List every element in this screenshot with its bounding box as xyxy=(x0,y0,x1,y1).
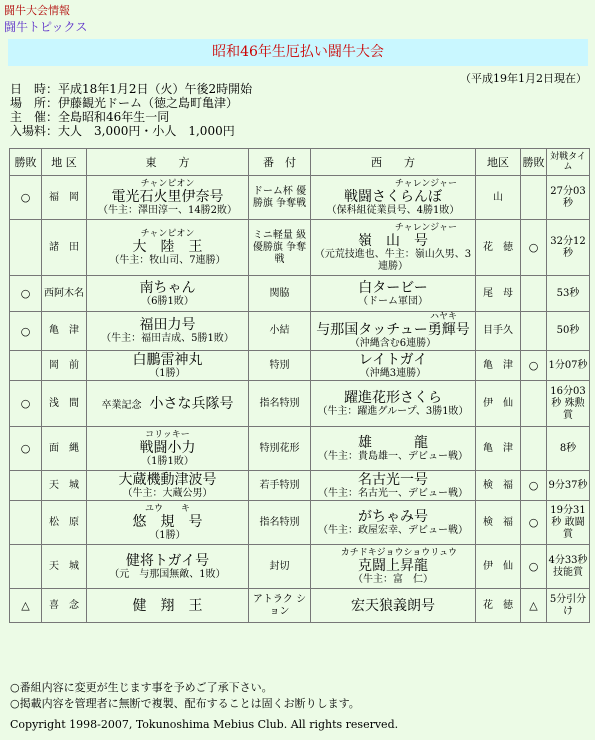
west-owner: （牛主：名古光一、デビュー戦） xyxy=(318,487,468,499)
area-east-cell xyxy=(42,176,87,220)
time-cell xyxy=(547,501,590,545)
area-east: 面 縄 xyxy=(49,442,79,454)
east-bull-name: 戦闘小力 xyxy=(139,439,196,456)
win-east: ○ xyxy=(20,287,31,300)
west-bull-name: 白タービー xyxy=(358,279,428,296)
bout-rank: 特別花形 xyxy=(259,442,300,454)
west-owner: （牛主：政屋宏幸、デビュー戦） xyxy=(318,524,468,536)
west-reading: チャレンジャー xyxy=(394,178,457,189)
bout-rank: 特別 xyxy=(269,359,290,371)
win-east-cell xyxy=(10,545,42,589)
win-west-cell xyxy=(521,545,547,589)
time-cell xyxy=(547,589,590,623)
area-east: 天 城 xyxy=(49,479,79,491)
as-of-date: （平成19年1月2日現在） xyxy=(460,72,587,85)
area-east-cell xyxy=(42,220,87,276)
area-east-cell xyxy=(42,501,87,545)
west-cell xyxy=(311,176,476,220)
bout-rank: 関脇 xyxy=(269,287,290,299)
area-east: 西阿木名 xyxy=(44,287,84,299)
bout-rank: ミニ軽量 級 優勝旗 争奪戦 xyxy=(252,229,307,265)
east-cell xyxy=(87,381,249,427)
event-venue: 場 所：伊藤観光ドーム（徳之島町亀津） xyxy=(10,96,239,110)
bout-table xyxy=(9,148,590,623)
time-cell xyxy=(547,312,590,351)
west-owner: （沖縄3連勝） xyxy=(359,367,427,379)
header-area-west: 地区 xyxy=(476,149,521,176)
win-west-cell xyxy=(521,220,547,276)
area-west: 亀 津 xyxy=(483,359,513,371)
west-reading: カチドキジョウショウリュウ xyxy=(340,547,457,558)
bout-cell xyxy=(249,501,311,545)
header-win-west: 勝敗 xyxy=(521,149,547,176)
west-owner: （沖縄含む6連勝） xyxy=(349,338,437,349)
win-west-cell xyxy=(521,427,547,471)
east-cell xyxy=(87,545,249,589)
win-west-cell xyxy=(521,312,547,351)
win-west: ○ xyxy=(528,479,539,492)
west-bull-name: 名古光一号 xyxy=(358,471,428,488)
win-west: △ xyxy=(529,599,538,612)
time-cell xyxy=(547,276,590,312)
west-cell xyxy=(311,471,476,501)
east-owner: （牛主：大蔵公男） xyxy=(122,487,213,499)
east-bull-name: 福田力号 xyxy=(139,317,196,333)
area-east-cell xyxy=(42,351,87,381)
west-owner: （牛主：貴島雄一、デビュー戦） xyxy=(318,450,468,462)
win-east-cell xyxy=(10,501,42,545)
area-east-cell xyxy=(42,276,87,312)
win-west: ○ xyxy=(528,516,539,529)
west-bull-name: 克闘上昇龍 xyxy=(358,557,428,574)
area-west-cell xyxy=(476,176,521,220)
table-row xyxy=(10,351,590,381)
bout-cell xyxy=(249,427,311,471)
win-east: ○ xyxy=(20,397,31,410)
east-bull-name: 大 陸 王 xyxy=(132,238,203,255)
area-west-cell xyxy=(476,589,521,623)
area-east-cell xyxy=(42,312,87,351)
bout-rank: 小結 xyxy=(269,325,290,336)
east-bull-name: 健将トガイ号 xyxy=(125,552,210,569)
west-bull-name: 戦闘さくらんぼ xyxy=(344,188,442,205)
time-cell xyxy=(547,176,590,220)
area-east: 喜 念 xyxy=(49,599,79,611)
west-bull-name: 嶺 山 号 xyxy=(358,232,428,249)
area-west-cell xyxy=(476,351,521,381)
east-cell xyxy=(87,427,249,471)
area-west: 検 福 xyxy=(483,479,513,491)
table-row xyxy=(10,381,590,427)
east-reading: コリッキー xyxy=(145,429,190,440)
time-cell xyxy=(547,471,590,501)
time-cell xyxy=(547,545,590,589)
east-name-line xyxy=(87,396,248,412)
win-west-cell xyxy=(521,176,547,220)
area-west-cell xyxy=(476,545,521,589)
east-cell xyxy=(87,589,249,623)
area-west-cell xyxy=(476,471,521,501)
area-east-cell xyxy=(42,381,87,427)
area-west: 花 徳 xyxy=(483,241,513,253)
win-east-cell xyxy=(10,276,42,312)
west-bull-name: 宏天狼義朗号 xyxy=(351,597,435,614)
bout-cell xyxy=(249,176,311,220)
area-west: 尾 母 xyxy=(483,287,513,299)
west-bull-name: レイトガイ xyxy=(358,351,428,368)
time-cell xyxy=(547,220,590,276)
west-cell xyxy=(311,381,476,427)
win-east-cell xyxy=(10,381,42,427)
bout-time: 16分03秒 殊勲賞 xyxy=(550,385,586,421)
win-west-cell xyxy=(521,501,547,545)
header-bout: 番 付 xyxy=(249,149,311,176)
east-cell xyxy=(87,276,249,312)
east-bull-name: 電光石火里伊奈号 xyxy=(111,188,224,205)
bout-cell xyxy=(249,276,311,312)
area-east-cell xyxy=(42,589,87,623)
west-reading: チャレンジャー xyxy=(394,222,457,233)
area-east: 岡 前 xyxy=(49,359,79,371)
west-owner: （牛主：富 仁） xyxy=(353,573,433,585)
area-east-cell xyxy=(42,545,87,589)
table-header-row xyxy=(10,149,590,176)
bout-time: 4分33秒 技能賞 xyxy=(548,554,588,578)
nav-link-tournament-info[interactable]: 闘牛大会情報 xyxy=(4,4,70,17)
west-cell xyxy=(311,589,476,623)
bout-time: 9分37秒 xyxy=(548,479,588,491)
west-cell xyxy=(311,312,476,351)
area-east: 浅 間 xyxy=(49,397,79,409)
win-west-cell xyxy=(521,351,547,381)
win-west: ○ xyxy=(528,359,539,372)
time-cell xyxy=(547,351,590,381)
win-east-cell xyxy=(10,471,42,501)
time-cell xyxy=(547,381,590,427)
west-cell xyxy=(311,351,476,381)
west-owner: （保科組従業員号、4勝1敗） xyxy=(326,204,460,216)
west-cell xyxy=(311,501,476,545)
table-row xyxy=(10,220,590,276)
event-fee: 入場料：大人 3,000円・小人 1,000円 xyxy=(10,124,235,138)
time-cell xyxy=(547,427,590,471)
bout-cell xyxy=(249,545,311,589)
west-owner: （ドーム軍団） xyxy=(358,295,428,307)
area-west-cell xyxy=(476,276,521,312)
bout-cell xyxy=(249,471,311,501)
west-owner: （牛主：躍進グループ、3勝1敗） xyxy=(317,405,469,417)
table-row xyxy=(10,276,590,312)
table-row xyxy=(10,501,590,545)
area-west: 亀 津 xyxy=(483,442,513,454)
event-date: 日 時：平成18年1月2日（火）午後2時開始 xyxy=(10,82,253,96)
east-owner: （1勝1敗） xyxy=(141,455,194,467)
east-cell xyxy=(87,220,249,276)
bout-time: 32分12秒 xyxy=(550,235,586,259)
bout-cell xyxy=(249,351,311,381)
west-bull-name: 与那国タッチュー勇輝号 xyxy=(316,322,470,338)
east-cell xyxy=(87,501,249,545)
area-west: 山 xyxy=(493,191,503,203)
area-east: 松 原 xyxy=(49,516,79,528)
bout-cell xyxy=(249,381,311,427)
area-west-cell xyxy=(476,501,521,545)
table-row xyxy=(10,427,590,471)
table-row xyxy=(10,589,590,623)
area-east: 天 城 xyxy=(49,560,79,572)
bout-time: 50秒 xyxy=(556,325,580,336)
east-bull-name: 南ちゃん xyxy=(139,279,196,296)
east-reading: チャンピオン xyxy=(140,178,195,189)
header-area-east: 地 区 xyxy=(42,149,87,176)
east-bull-name: 白鵬雷神丸 xyxy=(132,351,203,368)
table-row xyxy=(10,176,590,220)
area-west: 花 徳 xyxy=(483,599,513,611)
area-west: 目手久 xyxy=(483,325,513,336)
east-cell xyxy=(87,471,249,501)
bout-rank: 指名特別 xyxy=(259,516,300,528)
bout-time: 5分引分 け xyxy=(549,593,587,617)
west-cell xyxy=(311,427,476,471)
header-east: 東 方 xyxy=(87,149,249,176)
win-east-cell xyxy=(10,589,42,623)
copyright: Copyright 1998-2007, Tokunoshima Mebius Club. All rights reserved. xyxy=(10,718,399,731)
page-title: 昭和46年生厄払い闘牛大会 xyxy=(8,39,588,66)
area-west: 伊 仙 xyxy=(483,397,513,409)
table-row xyxy=(10,545,590,589)
west-cell xyxy=(311,276,476,312)
event-host: 主 催：全島昭和46年生一同 xyxy=(10,110,170,124)
win-east-cell xyxy=(10,176,42,220)
win-east: ○ xyxy=(20,324,31,338)
header-win-east: 勝敗 xyxy=(10,149,42,176)
bout-rank: 指名特別 xyxy=(259,397,300,409)
area-west-cell xyxy=(476,427,521,471)
bout-time: 53秒 xyxy=(556,287,580,299)
west-cell xyxy=(311,545,476,589)
bout-rank: 若手特別 xyxy=(259,479,300,491)
east-bull-name: 健 翔 王 xyxy=(132,597,203,614)
bout-cell xyxy=(249,312,311,351)
east-owner: （元 与那国無敵、1敗） xyxy=(109,568,226,580)
west-reading: ハヤキ xyxy=(429,312,457,322)
bout-time: 8秒 xyxy=(559,442,577,454)
east-cell xyxy=(87,312,249,351)
west-bull-name: がちゃみ号 xyxy=(358,508,428,525)
area-west: 伊 仙 xyxy=(483,560,513,572)
area-west-cell xyxy=(476,312,521,351)
header-west: 西 方 xyxy=(311,149,476,176)
area-east: 福 岡 xyxy=(49,191,79,203)
east-owner: （牛主：牧山司、7連勝） xyxy=(109,254,226,266)
win-west: ○ xyxy=(528,560,539,573)
note-2: ○掲載内容を管理者に無断で複製、配布することは固くお断りします。 xyxy=(10,697,360,710)
west-owner: （元荒技進也、牛主：嶺山久男、3連勝） xyxy=(314,248,472,272)
bout-cell xyxy=(249,220,311,276)
east-cell xyxy=(87,176,249,220)
west-cell xyxy=(311,220,476,276)
area-east: 諸 田 xyxy=(49,241,79,253)
area-east-cell xyxy=(42,471,87,501)
table-row xyxy=(10,471,590,501)
east-owner: （牛主：福田吉成、5勝1敗） xyxy=(101,333,234,344)
win-east-cell xyxy=(10,427,42,471)
east-reading: ユウ キ xyxy=(144,503,190,514)
header-time: 対戦タイム xyxy=(547,149,590,176)
win-west-cell xyxy=(521,381,547,427)
nav-link-topics[interactable]: 闘牛トピックス xyxy=(4,20,88,34)
area-west-cell xyxy=(476,381,521,427)
bout-cell xyxy=(249,589,311,623)
east-prefix: 卒業記念 xyxy=(101,399,142,411)
east-cell xyxy=(87,351,249,381)
win-east: △ xyxy=(21,599,30,612)
area-west: 検 福 xyxy=(483,516,513,528)
east-owner: （1勝） xyxy=(149,529,186,541)
east-bull-name: 大蔵機動津波号 xyxy=(118,471,217,488)
bout-time: 27分03秒 xyxy=(550,185,586,209)
east-bull-name: 悠 規 号 xyxy=(132,513,203,530)
area-east-cell xyxy=(42,427,87,471)
bout-rank: 封切 xyxy=(269,560,290,572)
bout-rank: ドーム杯 優勝旗 争奪戦 xyxy=(252,185,307,209)
win-west-cell xyxy=(521,589,547,623)
east-reading: チャンピオン xyxy=(140,228,195,239)
east-bull-name: 小さな兵隊号 xyxy=(149,395,234,412)
win-east-cell xyxy=(10,220,42,276)
win-east: ○ xyxy=(20,191,31,204)
win-east-cell xyxy=(10,351,42,381)
west-bull-name: 雄 龍 xyxy=(358,434,428,451)
east-owner: （1勝） xyxy=(149,367,186,379)
area-east: 亀 津 xyxy=(49,325,79,336)
win-west-cell xyxy=(521,471,547,501)
win-east-cell xyxy=(10,312,42,351)
east-owner: （6勝1敗） xyxy=(141,295,194,307)
win-west: ○ xyxy=(528,241,539,254)
area-west-cell xyxy=(476,220,521,276)
win-west-cell xyxy=(521,276,547,312)
west-bull-name: 躍進花形さくら xyxy=(344,389,442,406)
note-1: ○番組内容に変更が生じます事を予めご了承下さい。 xyxy=(10,681,273,694)
bout-rank: アトラク ション xyxy=(252,593,307,617)
bout-time: 19分31秒 敢闘賞 xyxy=(550,504,586,540)
win-east: ○ xyxy=(20,442,31,455)
table-row xyxy=(10,312,590,351)
bout-time: 1分07秒 xyxy=(548,359,588,371)
east-owner: （牛主：澤田淳一、14勝2敗） xyxy=(97,204,238,216)
